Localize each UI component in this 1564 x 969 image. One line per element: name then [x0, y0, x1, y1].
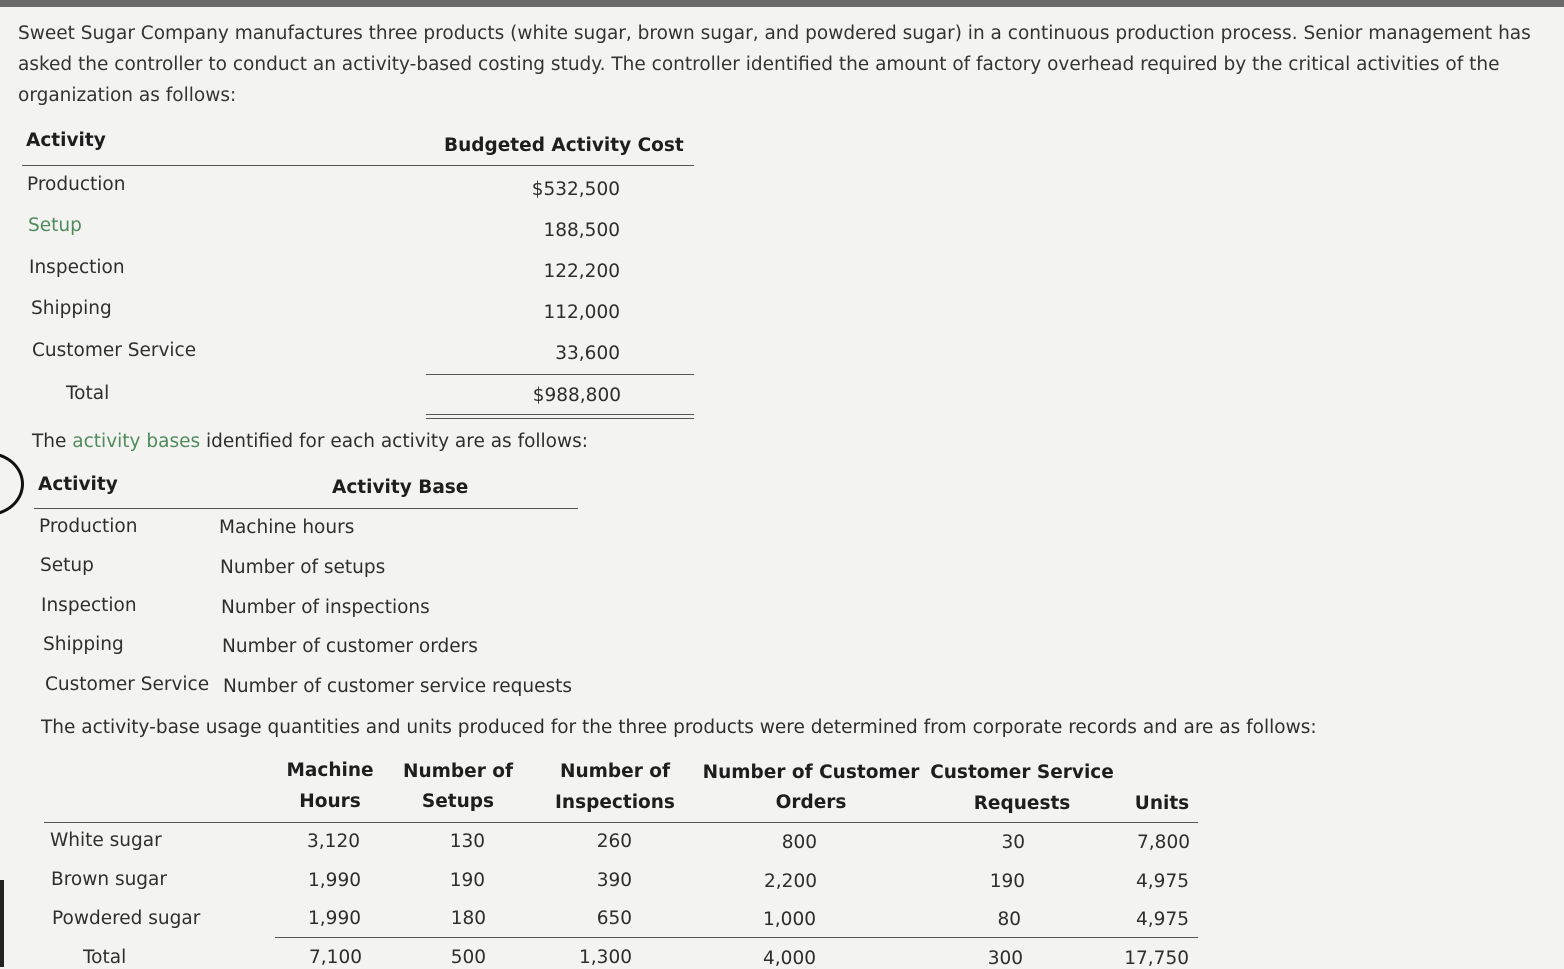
bases-row-base: Number of customer orders [222, 636, 478, 657]
bases-row-base: Number of inspections [221, 597, 430, 618]
usage-row-product: White sugar [50, 830, 162, 851]
left-edge-mark [0, 880, 4, 967]
usage-cell: 650 [596, 908, 632, 929]
usage-header-line2: Inspections [555, 792, 675, 813]
bases-row-base: Number of setups [220, 557, 386, 578]
cost-total-value: $988,800 [532, 385, 621, 406]
cost-row-value: 33,600 [555, 343, 620, 364]
usage-total-cell: 500 [450, 947, 486, 968]
usage-header-line1: Number of Customer [702, 762, 920, 783]
cost-header-budgeted: Budgeted Activity Cost [444, 135, 684, 156]
cost-subtotal-rule [426, 374, 694, 375]
usage-cell: 1,990 [308, 870, 361, 891]
usage-header-line1: Number of [559, 761, 671, 782]
usage-cell: 190 [449, 870, 485, 891]
usage-cell: 80 [997, 909, 1021, 930]
usage-total-cell: 4,000 [763, 948, 816, 969]
activity-bases-link[interactable]: activity bases [72, 431, 201, 452]
bases-header-rule [34, 508, 578, 509]
usage-cell: 180 [450, 908, 486, 929]
cost-row-activity: Shipping [31, 298, 112, 319]
usage-cell: 1,000 [763, 909, 816, 930]
cost-row-value: 188,500 [543, 220, 620, 241]
usage-cell: 4,975 [1136, 909, 1189, 930]
usage-cell: 1,990 [308, 908, 361, 929]
usage-header-line1: Customer Service [930, 762, 1114, 783]
usage-cell: 260 [596, 831, 632, 852]
usage-total-cell: 17,750 [1124, 948, 1189, 969]
cost-header-activity: Activity [26, 130, 106, 151]
cost-total-label: Total [66, 383, 110, 404]
usage-cell: 130 [449, 831, 485, 852]
cost-row-activity: Customer Service [32, 340, 197, 361]
usage-header-line2: Units [1134, 793, 1190, 814]
bases-row-activity: Production [39, 516, 138, 537]
usage-header-rule [44, 822, 1198, 823]
usage-total-rule [275, 937, 1198, 938]
usage-row-product: Brown sugar [51, 869, 167, 890]
circle-mark [0, 452, 24, 516]
bases-row-activity: Inspection [41, 595, 137, 616]
usage-intro: The activity-base usage quantities and units produced for the three products were determined from corporate records and are as follows: [41, 717, 1317, 738]
usage-cell: 2,200 [764, 871, 817, 892]
usage-header-line2: Setups [421, 791, 495, 812]
bases-row-activity: Customer Service [45, 674, 210, 695]
usage-header-line2: Orders [775, 792, 847, 813]
bases-intro [32, 431, 588, 452]
cost-row-activity[interactable]: Setup [28, 215, 82, 236]
bases-header-activity: Activity [38, 474, 118, 495]
bases-row-base: Machine hours [219, 517, 355, 538]
usage-cell: 30 [1001, 832, 1025, 853]
usage-cell: 3,120 [307, 831, 360, 852]
usage-total-label: Total [83, 947, 127, 968]
cost-row-value: 122,200 [543, 261, 620, 282]
usage-cell: 390 [596, 870, 632, 891]
usage-total-cell: 7,100 [309, 947, 362, 968]
usage-cell: 4,975 [1136, 871, 1189, 892]
bases-row-activity: Shipping [43, 634, 124, 655]
usage-cell: 7,800 [1137, 832, 1190, 853]
bases-header-base: Activity Base [332, 477, 469, 498]
usage-header-line1: Number of [402, 761, 514, 782]
usage-header-line2: Hours [299, 791, 361, 812]
usage-header-line2: Requests [973, 793, 1071, 814]
usage-cell: 800 [781, 832, 817, 853]
usage-header-line1: Machine [286, 760, 374, 781]
bases-intro-text: The [32, 431, 73, 452]
cost-row-activity: Inspection [29, 257, 125, 278]
cost-total-double-rule [426, 414, 694, 419]
cost-row-value: 112,000 [543, 302, 620, 323]
usage-total-cell: 300 [987, 948, 1023, 969]
usage-total-cell: 1,300 [579, 947, 632, 968]
top-edge-bar [0, 0, 1564, 7]
intro-paragraph: Sweet Sugar Company manufactures three products (white sugar, brown sugar, and powdered sugar) in a continuous production process. Senior management has asked the controller to conduct an activity-based costing study. The controller identified the amount of factory overhead required by the critical activities of the organization as follows: [18, 23, 1531, 106]
cost-header-rule [22, 165, 694, 166]
cost-row-activity: Production [27, 174, 126, 195]
bases-row-activity: Setup [40, 555, 94, 576]
bases-intro-text: identified for each activity are as follows: [200, 431, 589, 452]
cost-row-value: $532,500 [531, 179, 620, 200]
usage-row-product: Powdered sugar [52, 908, 201, 929]
usage-cell: 190 [989, 871, 1025, 892]
bases-row-base: Number of customer service requests [223, 676, 573, 697]
